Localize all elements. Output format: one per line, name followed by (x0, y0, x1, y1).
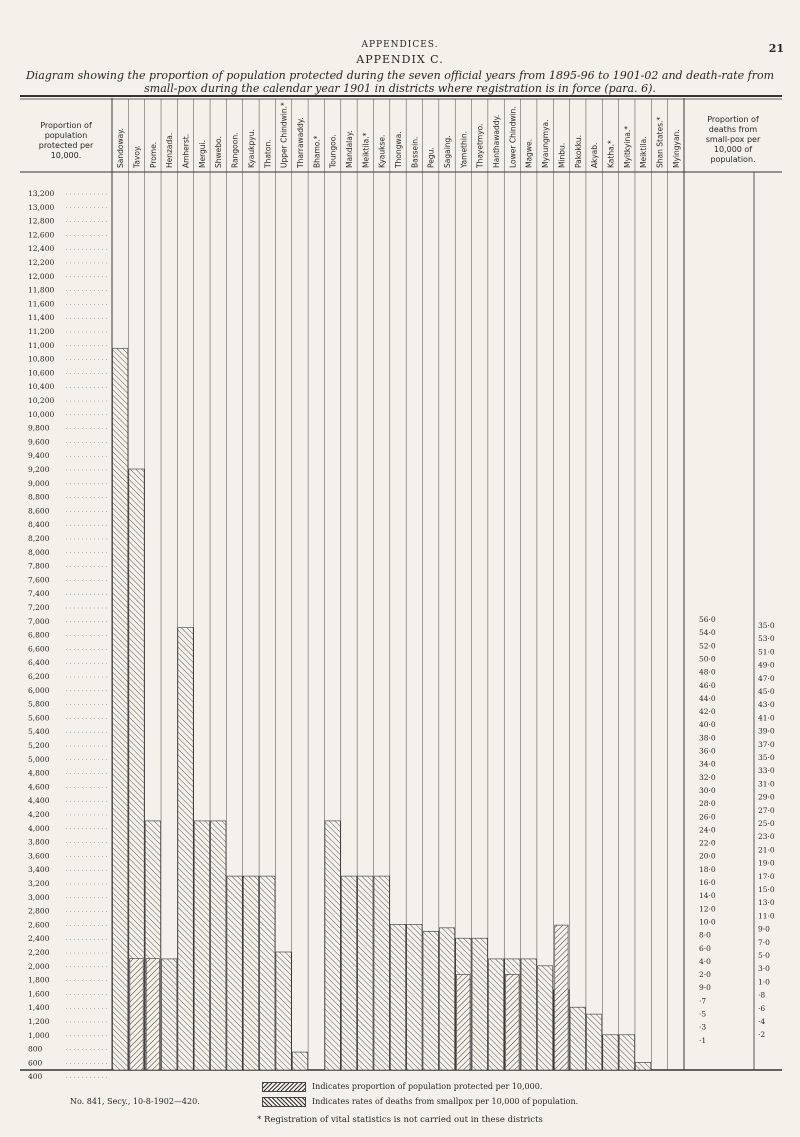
bar-protected (162, 959, 177, 1070)
bar-death-rate (457, 974, 470, 1070)
left-tick-label: 12,000 (28, 271, 55, 281)
left-tick-label: 7,200 (28, 603, 50, 612)
bar-protected (570, 1007, 585, 1070)
right-tick-label-b: 13·0 (758, 898, 775, 908)
district-label: Amherst. (181, 133, 191, 168)
left-tick-label: 10,600 (28, 368, 55, 378)
bar-protected (619, 1035, 634, 1070)
left-tick-label: 6,800 (28, 630, 50, 640)
bar-death-rate (146, 959, 159, 1070)
bar-protected (603, 1035, 618, 1070)
bar-protected (390, 924, 405, 1070)
right-tick-label-b: 33·0 (758, 766, 775, 776)
legend-swatch-deaths (262, 1097, 306, 1107)
bar-protected (227, 876, 242, 1070)
bar-death-rate (130, 959, 143, 1070)
bar-protected (586, 1014, 601, 1070)
right-tick-label-b: 53·0 (758, 634, 775, 644)
right-tick-label-a: 38·0 (699, 733, 716, 743)
right-tick-label-a: ·5 (699, 1009, 707, 1019)
left-tick-label: 11,000 (28, 340, 55, 350)
right-tick-label-b: 19·0 (758, 858, 775, 868)
right-tick-label-a: 40·0 (699, 720, 716, 730)
left-tick-label: 6,000 (28, 685, 50, 695)
right-tick-label-b: 27·0 (758, 805, 775, 815)
left-tick-label: 8,200 (28, 534, 50, 543)
left-tick-label: 13,000 (28, 202, 55, 212)
right-tick-label-a: 12·0 (699, 904, 716, 914)
left-tick-label: 400 (28, 1072, 43, 1082)
district-label: Bhamo.* (312, 135, 322, 168)
right-tick-label-a: 18·0 (699, 864, 716, 874)
legend-protected-label: Indicates proportion of population protected per 10,000. (312, 1082, 543, 1091)
right-tick-label-b: 23·0 (758, 832, 775, 842)
right-tick-label-b: 47·0 (758, 673, 775, 683)
left-tick-label: 12,800 (28, 216, 55, 226)
bar-death-rate (506, 974, 519, 1070)
right-tick-label-a: 48·0 (699, 667, 716, 677)
right-tick-label-a: 32·0 (699, 772, 716, 782)
left-tick-label: 4,600 (28, 782, 50, 792)
left-tick-label: 2,000 (28, 961, 50, 971)
left-tick-label: 5,600 (28, 713, 50, 723)
district-label: Pegu. (426, 147, 436, 168)
bar-protected (292, 1052, 307, 1070)
bar-protected (325, 821, 340, 1070)
right-tick-label-a: 50·0 (699, 654, 716, 664)
left-tick-label: 11,400 (28, 313, 55, 323)
district-label: Mandalay. (344, 130, 354, 168)
left-tick-label: 6,600 (28, 644, 50, 654)
bar-protected (276, 952, 291, 1070)
district-label: Thongwa. (394, 131, 403, 168)
right-tick-label-a: 30·0 (699, 785, 716, 795)
district-label: Kyaukse. (377, 134, 387, 168)
bar-protected (537, 966, 552, 1070)
right-tick-label-b: 31·0 (758, 779, 775, 789)
bar-protected (260, 876, 275, 1070)
bar-protected (423, 931, 438, 1070)
right-tick-label-b: 29·0 (758, 792, 775, 802)
right-tick-label-b: 3·0 (758, 964, 770, 974)
district-label: Bassein. (410, 136, 420, 168)
district-label: Meiktila.* (361, 132, 371, 168)
right-tick-label-b: 37·0 (758, 739, 775, 749)
left-tick-label: 12,600 (28, 230, 55, 240)
left-tick-label: 1,200 (28, 1017, 50, 1026)
right-tick-label-a: 20·0 (699, 851, 716, 861)
bar-protected (358, 876, 373, 1070)
right-tick-label-a: ·1 (699, 1035, 707, 1045)
left-tick-label: 3,800 (28, 837, 50, 847)
left-tick-label: 4,200 (28, 810, 50, 819)
right-tick-label-a: 52·0 (699, 641, 716, 651)
right-tick-label-a: 4·0 (699, 956, 711, 966)
bar-protected (472, 938, 487, 1070)
left-tick-label: 5,400 (28, 727, 50, 737)
right-tick-label-b: 11·0 (758, 911, 775, 921)
legend-deaths-label: Indicates rates of deaths from smallpox per 10,000 of population. (312, 1097, 579, 1106)
right-tick-label-a: 16·0 (699, 878, 716, 887)
bar-protected (407, 924, 422, 1070)
left-tick-label: 4,800 (28, 768, 50, 778)
left-tick-label: 7,600 (28, 575, 50, 585)
right-tick-label-b: 7·0 (758, 937, 770, 947)
district-label: Hanthawaddy. (492, 114, 502, 168)
page-number: 21 (768, 42, 784, 55)
left-tick-label: 7,800 (28, 561, 50, 571)
right-tick-label-a: 28·0 (699, 799, 716, 809)
district-label: Tharrawaddy. (295, 117, 305, 168)
district-label: Myingyan. (671, 129, 681, 168)
district-label: Lower Chindwin. (508, 106, 518, 168)
district-label: Henzada. (165, 132, 175, 168)
district-label: Pakokku. (573, 134, 583, 168)
chart-title: Diagram showing the proportion of population protected during the seven official years from 1895-96 to 1901-02 and death-rate from small-pox during the calendar year 1901 in districts where registration is in force (para. 6). (25, 69, 775, 95)
appendix-label: APPENDIX C. (356, 53, 444, 66)
right-tick-label-b: 39·0 (758, 726, 775, 736)
left-axis-title: Proportion of population protected per 10,000. (38, 121, 94, 160)
district-label: Kyaukpyu. (246, 129, 256, 168)
left-tick-label: 2,400 (28, 934, 50, 944)
bar-protected (635, 1062, 650, 1070)
left-tick-label: 10,000 (28, 409, 55, 419)
right-tick-label-a: 34·0 (699, 759, 716, 769)
left-tick-label: 8,000 (28, 547, 50, 557)
right-tick-label-a: 10·0 (699, 917, 716, 927)
bar-protected (194, 821, 209, 1070)
left-tick-label: 6,200 (28, 672, 50, 681)
right-tick-label-b: 45·0 (758, 687, 775, 696)
right-tick-label-a: 36·0 (699, 746, 716, 756)
left-tick-label: 1,400 (28, 1003, 50, 1013)
left-tick-label: 3,000 (28, 892, 50, 902)
district-label: Myitkyina.* (622, 125, 632, 168)
district-label: Upper Chindwin.* (279, 102, 289, 168)
right-tick-label-b: ·8 (758, 990, 766, 1000)
right-tick-label-b: ·4 (758, 1017, 766, 1026)
right-tick-label-b: ·2 (758, 1030, 766, 1040)
district-label: Rangoon. (230, 132, 240, 168)
right-tick-label-a: 46·0 (699, 680, 716, 690)
bar-protected (113, 348, 128, 1070)
left-tick-label: 3,200 (28, 879, 50, 888)
right-tick-label-b: 17·0 (758, 871, 775, 881)
right-tick-label-b: 51·0 (758, 647, 775, 657)
left-tick-label: 4,000 (28, 823, 50, 833)
right-tick-label-a: 6·0 (699, 943, 711, 953)
district-label: Magwe. (524, 139, 534, 168)
left-tick-label: 8,400 (28, 520, 50, 530)
left-tick-label: 7,400 (28, 589, 50, 599)
left-tick-label: 9,000 (28, 478, 50, 488)
left-tick-label: 8,600 (28, 506, 50, 516)
left-tick-label: 4,400 (28, 796, 50, 806)
left-tick-label: 10,800 (28, 354, 55, 364)
right-tick-label-b: 35·0 (758, 753, 775, 762)
left-tick-label: 8,800 (28, 492, 50, 502)
left-tick-label: 1,600 (28, 989, 50, 999)
right-tick-label-a: 44·0 (699, 693, 716, 703)
district-label: Tavoy. (132, 145, 142, 168)
print-note: No. 841, Secy., 10-8-1902—420. (70, 1097, 200, 1106)
district-label: Thaton. (263, 139, 273, 168)
bar-protected (439, 928, 454, 1070)
right-tick-label-a: 9·0 (699, 983, 711, 993)
left-tick-label: 5,800 (28, 699, 50, 709)
bar-protected (178, 628, 193, 1070)
district-label: Meiktila. (639, 136, 649, 168)
left-tick-label: 6,400 (28, 658, 50, 668)
left-tick-label: 1,000 (28, 1030, 50, 1040)
left-tick-label: 13,200 (28, 189, 55, 198)
bar-protected (211, 821, 226, 1070)
right-tick-label-a: 2·0 (699, 970, 711, 980)
district-label: Mergui. (197, 139, 207, 168)
left-tick-label: 5,000 (28, 754, 50, 764)
district-label: Minbu. (557, 142, 567, 168)
left-tick-label: 9,400 (28, 451, 50, 461)
left-tick-label: 5,200 (28, 741, 50, 750)
district-label: Sagaing. (443, 135, 453, 168)
left-tick-label: 3,600 (28, 851, 50, 861)
left-tick-label: 2,800 (28, 906, 50, 916)
right-tick-label-b: 25·0 (758, 819, 775, 828)
legend-swatch-protected (262, 1082, 306, 1092)
bar-protected (341, 876, 356, 1070)
bar-protected (243, 876, 258, 1070)
registration-note: * Registration of vital statistics is not carried out in these districts (257, 1115, 543, 1125)
left-tick-label: 3,400 (28, 865, 50, 875)
right-tick-label-a: 14·0 (699, 891, 716, 901)
left-tick-label: 12,200 (28, 258, 55, 267)
left-tick-label: 12,400 (28, 244, 55, 254)
left-tick-label: 7,000 (28, 616, 50, 626)
left-tick-label: 9,800 (28, 423, 50, 433)
district-label: Akyab. (590, 142, 600, 168)
district-label: Toungoo. (328, 134, 338, 168)
right-tick-label-b: 43·0 (758, 700, 775, 710)
right-tick-label-a: ·3 (699, 1022, 707, 1032)
bar-protected (488, 959, 503, 1070)
left-tick-label: 11,800 (28, 285, 55, 295)
left-tick-label: 11,600 (28, 299, 55, 309)
left-tick-label: 10,200 (28, 396, 55, 405)
district-label: Sandoway. (116, 128, 126, 168)
right-tick-label-a: 8·0 (699, 930, 711, 940)
bar-protected (521, 959, 536, 1070)
right-tick-label-a: 54·0 (699, 628, 716, 638)
right-tick-label-b: 5·0 (758, 951, 770, 960)
left-tick-label: 600 (28, 1058, 43, 1068)
bar-death-rate (555, 925, 568, 1070)
left-tick-label: 2,200 (28, 948, 50, 957)
right-axis-title: Proportion of deaths from small-pox per 10,000 of population. (705, 115, 761, 164)
district-label: Yamethin. (459, 131, 469, 168)
district-label: Myaungmya. (541, 119, 551, 168)
left-tick-label: 11,200 (28, 327, 55, 336)
right-tick-label-a: 22·0 (699, 838, 716, 848)
right-tick-label-a: 24·0 (699, 825, 716, 835)
left-tick-label: 9,200 (28, 465, 50, 474)
right-tick-label-b: 9·0 (758, 924, 770, 934)
left-tick-label: 1,800 (28, 975, 50, 985)
left-tick-label: 2,600 (28, 920, 50, 930)
right-tick-label-a: ·7 (699, 996, 707, 1006)
left-tick-label: 800 (28, 1044, 43, 1054)
right-tick-label-b: 15·0 (758, 885, 775, 894)
right-tick-label-a: 42·0 (699, 707, 716, 717)
right-tick-label-a: 56·0 (699, 615, 716, 624)
right-tick-label-b: 35·0 (758, 621, 775, 630)
right-tick-label-b: 21·0 (758, 845, 775, 855)
right-tick-label-b: ·6 (758, 1003, 766, 1013)
right-tick-label-a: 26·0 (699, 812, 716, 822)
right-tick-label-b: 49·0 (758, 660, 775, 670)
left-tick-label: 9,600 (28, 437, 50, 447)
district-label: Thayetmyo. (475, 123, 485, 168)
right-tick-label-b: 41·0 (758, 713, 775, 723)
district-label: Prome. (148, 141, 158, 168)
district-label: Shwebo. (214, 136, 224, 168)
right-tick-label-b: 1·0 (758, 977, 770, 987)
district-label: Shan States.* (655, 116, 665, 168)
district-label: Katha.* (606, 140, 616, 168)
left-tick-label: 10,400 (28, 382, 55, 392)
running-head: APPENDICES. (361, 40, 439, 50)
bar-protected (374, 876, 389, 1070)
